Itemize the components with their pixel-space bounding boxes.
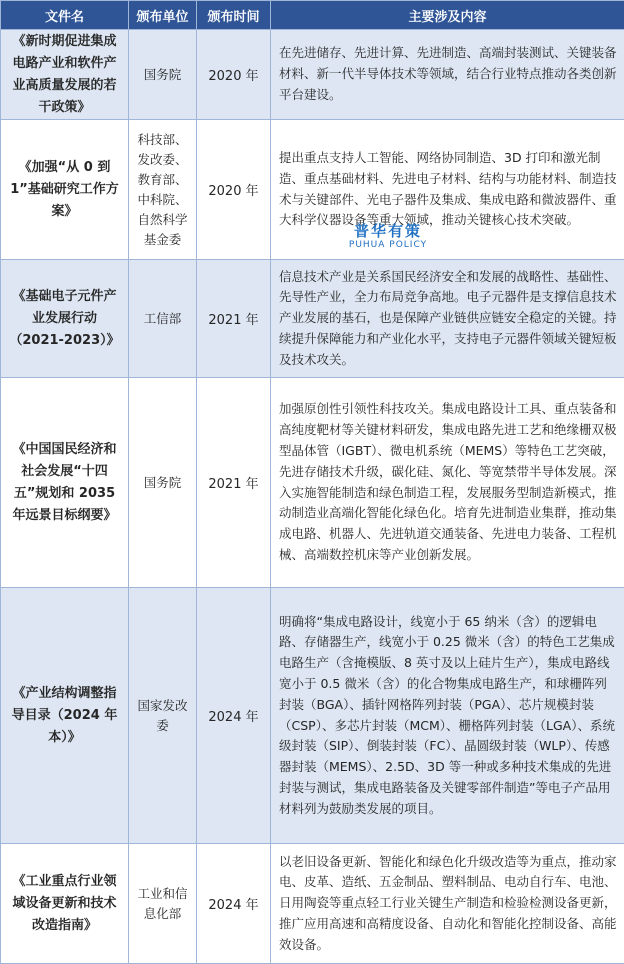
row-issuer: 科技部、发改委、教育部、中科院、自然科学基金委 <box>129 120 197 260</box>
table-row <box>1 588 624 844</box>
row-issuer: 国务院 <box>129 378 197 588</box>
row-issue-date: 2021 年 <box>197 260 271 378</box>
row-content: 以老旧设备更新、智能化和绿色化升级改造等为重点，推动家电、皮革、造纸、五金制品、塑料制品、电动自行车、电池、日用陶瓷等重点轻工行业关键生产制造和检验检测设备更新，推广应用高速和高精度设备、自动化和智能化控制设备、高能效设备。 <box>271 844 624 964</box>
row-content: 明确将“集成电路设计，线宽小于 65 纳米（含）的逻辑电路、存储器生产，线宽小于 0.25 微米（含）的特色工艺集成电路生产（含掩模版、8 英寸及以上硅片生产），集成电路线宽小于 0.5 微米（含）的化合物集成电路生产，和球栅阵列封装（BGA）、插针网格阵列封装（PGA）、芯片规模封装（CSP）、多芯片封装（MCM）、栅格阵列封装（LGA）、系统级封装（SIP）、倒装封装（FC）、晶圆级封装（WLP）、传感器封装（MEMS）、2.5D、3D 等一种或多种技术集成的先进封装与测试，集成电路装备及关键零部件制造”等电子产品用材料列为鼓励类发展的项目。 <box>271 588 624 844</box>
row-issue-date: 2020 年 <box>197 120 271 260</box>
header-main-content: 主要涉及内容 <box>271 1 624 30</box>
row-file-name: 《基础电子元件产业发展行动（2021-2023）》 <box>1 260 129 378</box>
row-file-name: 《产业结构调整指导目录（2024 年本）》 <box>1 588 129 844</box>
row-file-name: 《加强“从 0 到 1”基础研究工作方案》 <box>1 120 129 260</box>
header-issuer: 颁布单位 <box>129 1 197 30</box>
watermark-subtext: PUHUA POLICY <box>348 240 428 250</box>
table-row <box>1 844 624 964</box>
row-issue-date: 2024 年 <box>197 844 271 964</box>
table-row <box>1 30 624 120</box>
row-file-name: 《中国国民经济和社会发展“十四五”规划和 2035 年远景目标纲要》 <box>1 378 129 588</box>
header-issue-date: 颁布时间 <box>197 1 271 30</box>
watermark-text: 普华有策 <box>353 222 422 240</box>
row-file-name: 《新时期促进集成电路产业和软件产业高质量发展的若干政策》 <box>1 30 129 120</box>
row-issuer: 国务院 <box>129 30 197 120</box>
row-issue-date: 2021 年 <box>197 378 271 588</box>
row-issuer: 国家发改委 <box>129 588 197 844</box>
row-content: 信息技术产业是关系国民经济安全和发展的战略性、基础性、先导性产业，全力布局竞争高地。电子元器件是支撑信息技术产业发展的基石，也是保障产业链供应链安全稳定的关键。持续提升保障能力和产业化水平，支持电子元器件领域关键短板及技术攻关。 <box>271 260 624 378</box>
row-issue-date: 2024 年 <box>197 588 271 844</box>
header-file-name: 文件名 <box>1 1 129 30</box>
row-issue-date: 2020 年 <box>197 30 271 120</box>
row-content: 提出重点支持人工智能、网络协同制造、3D 打印和激光制造、重点基础材料、先进电子材料、结构与功能材料、制造技术与关键部件、光电子器件及集成、集成电路和微波器件、重大科学仪器设备等重大领域，推动关键核心技术突破。 <box>271 120 624 260</box>
row-issuer: 工信部 <box>129 260 197 378</box>
row-file-name: 《工业重点行业领域设备更新和技术改造指南》 <box>1 844 129 964</box>
table-row <box>1 260 624 378</box>
table-header-row <box>1 1 624 30</box>
table-row <box>1 378 624 588</box>
table-row <box>1 120 624 260</box>
row-content: 在先进储存、先进计算、先进制造、高端封装测试、关键装备材料、新一代半导体技术等领域，结合行业特点推动各类创新平台建设。 <box>271 30 624 120</box>
row-issuer: 工业和信息化部 <box>129 844 197 964</box>
row-content: 加强原创性引领性科技攻关。集成电路设计工具、重点装备和高纯度靶材等关键材料研发，集成电路先进工艺和绝缘栅双极型晶体管（IGBT）、微电机系统（MEMS）等特色工艺突破，先进存储技术升级，碳化硅、氮化、等宽禁带半导体发展。深入实施智能制造和绿色制造工程，发展服务型制造新模式，推动制造业高端化智能化绿色化。培育先进制造业集群，推动集成电路、机器人、先进轨道交通装备、先进电力装备、工程机械、高端数控机床等产业创新发展。 <box>271 378 624 588</box>
